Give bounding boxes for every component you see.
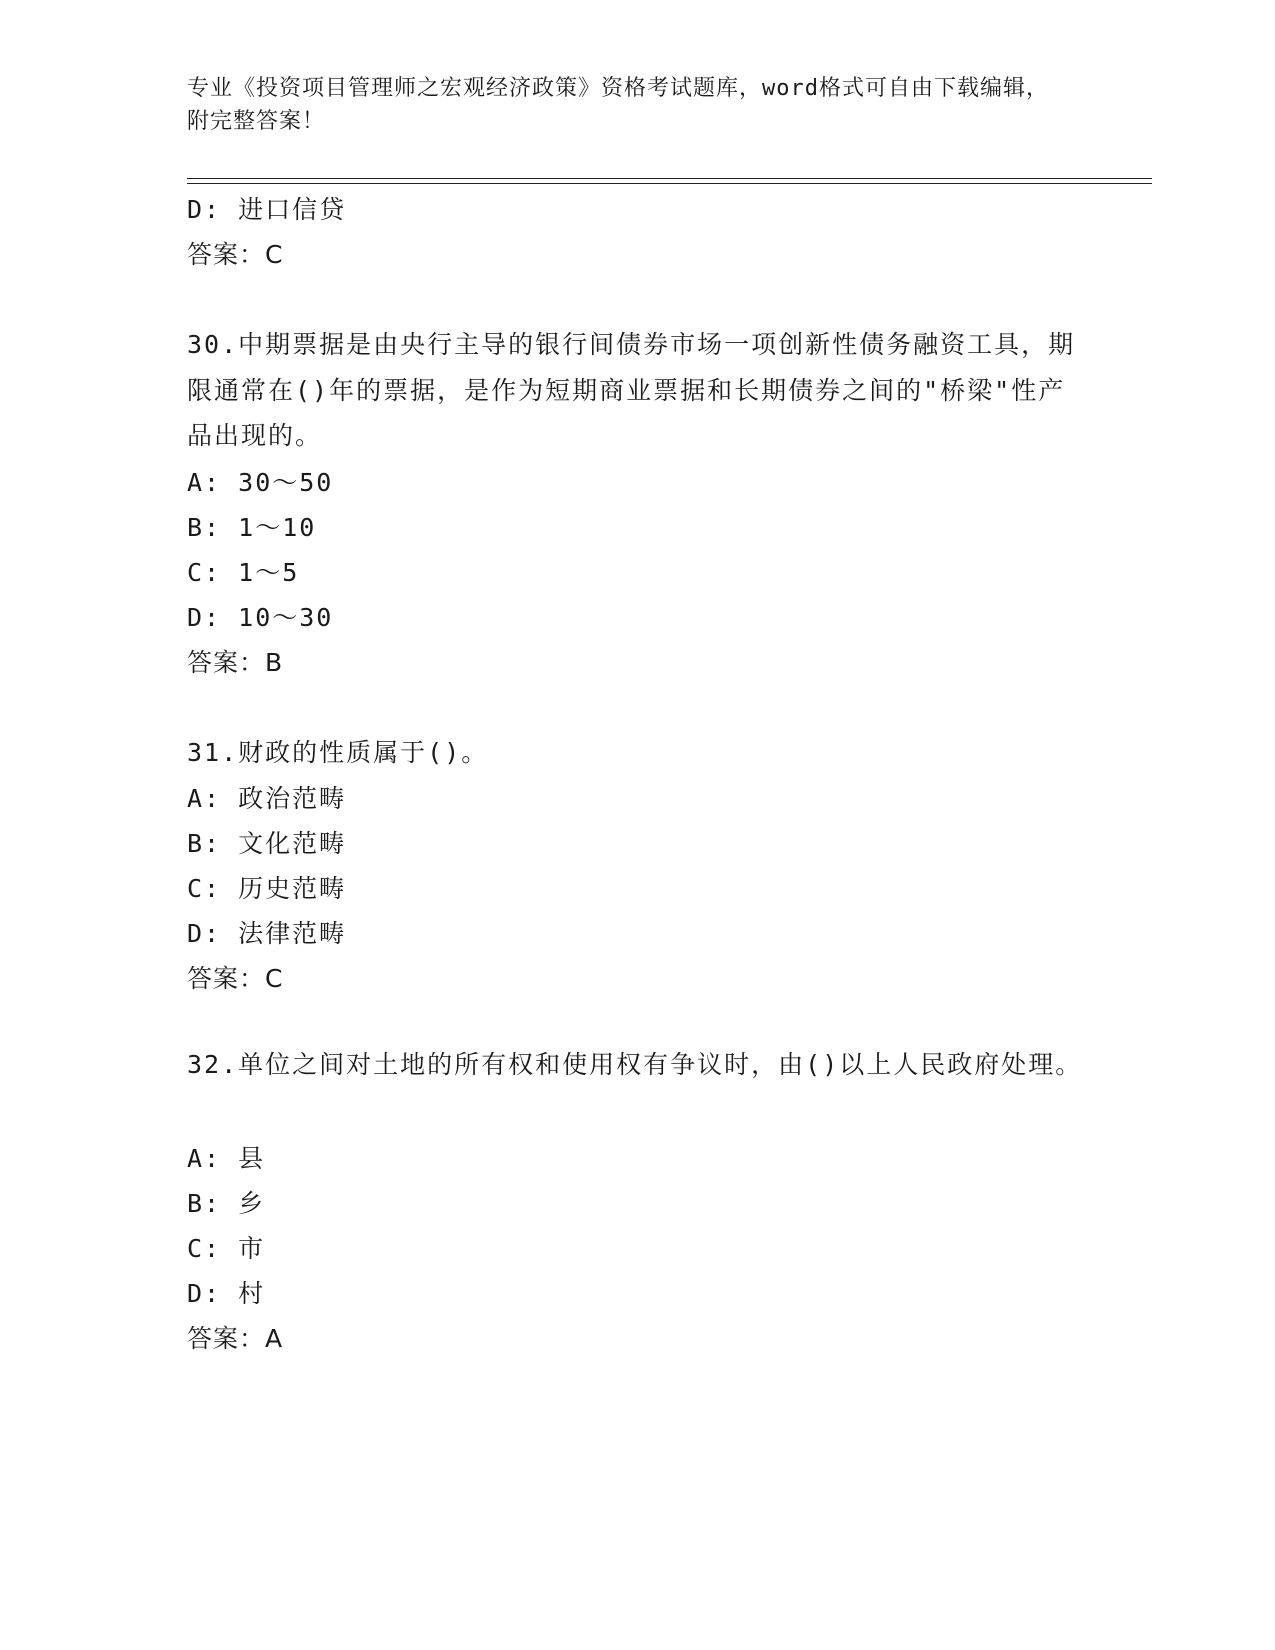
question-30-option-b: B: 1～10	[187, 513, 317, 542]
question-30-option-a: A: 30～50	[187, 468, 334, 497]
question-32-option-d: D: 村	[187, 1279, 266, 1308]
question-31-text: 31.财政的性质属于()。	[187, 738, 489, 767]
question-31-answer: 答案：C	[187, 964, 284, 993]
answer: 答案：C	[187, 240, 284, 269]
option-d: D: 进口信贷	[187, 195, 347, 224]
question-32-option-b: B: 乡	[187, 1189, 266, 1218]
question-30-option-d: D: 10～30	[187, 603, 334, 632]
question-32-option-a: A: 县	[187, 1144, 266, 1173]
question-32-text: 32.单位之间对土地的所有权和使用权有争议时，由()以上人民政府处理。	[187, 1050, 1083, 1079]
header-divider-bottom	[187, 183, 1152, 184]
question-31-option-b: B: 文化范畴	[187, 829, 347, 858]
question-31-option-c: C: 历史范畴	[187, 874, 347, 903]
question-32-option-c: C: 市	[187, 1234, 266, 1263]
question-31-option-a: A: 政治范畴	[187, 784, 347, 813]
document-header: 专业《投资项目管理师之宏观经济政策》资格考试题库，word格式可自由下载编辑，附完整答案！	[187, 76, 1049, 134]
question-30-text: 30.中期票据是由央行主导的银行间债券市场一项创新性债务融资工具，期限通常在()年的票据，是作为短期商业票据和长期债券之间的"桥梁"性产品出现的。	[187, 330, 1076, 450]
question-32-answer: 答案：A	[187, 1324, 284, 1353]
question-30-answer: 答案：B	[187, 648, 284, 677]
question-30-option-c: C: 1～5	[187, 558, 300, 587]
header-divider-top	[187, 178, 1152, 179]
question-31-option-d: D: 法律范畴	[187, 919, 347, 948]
